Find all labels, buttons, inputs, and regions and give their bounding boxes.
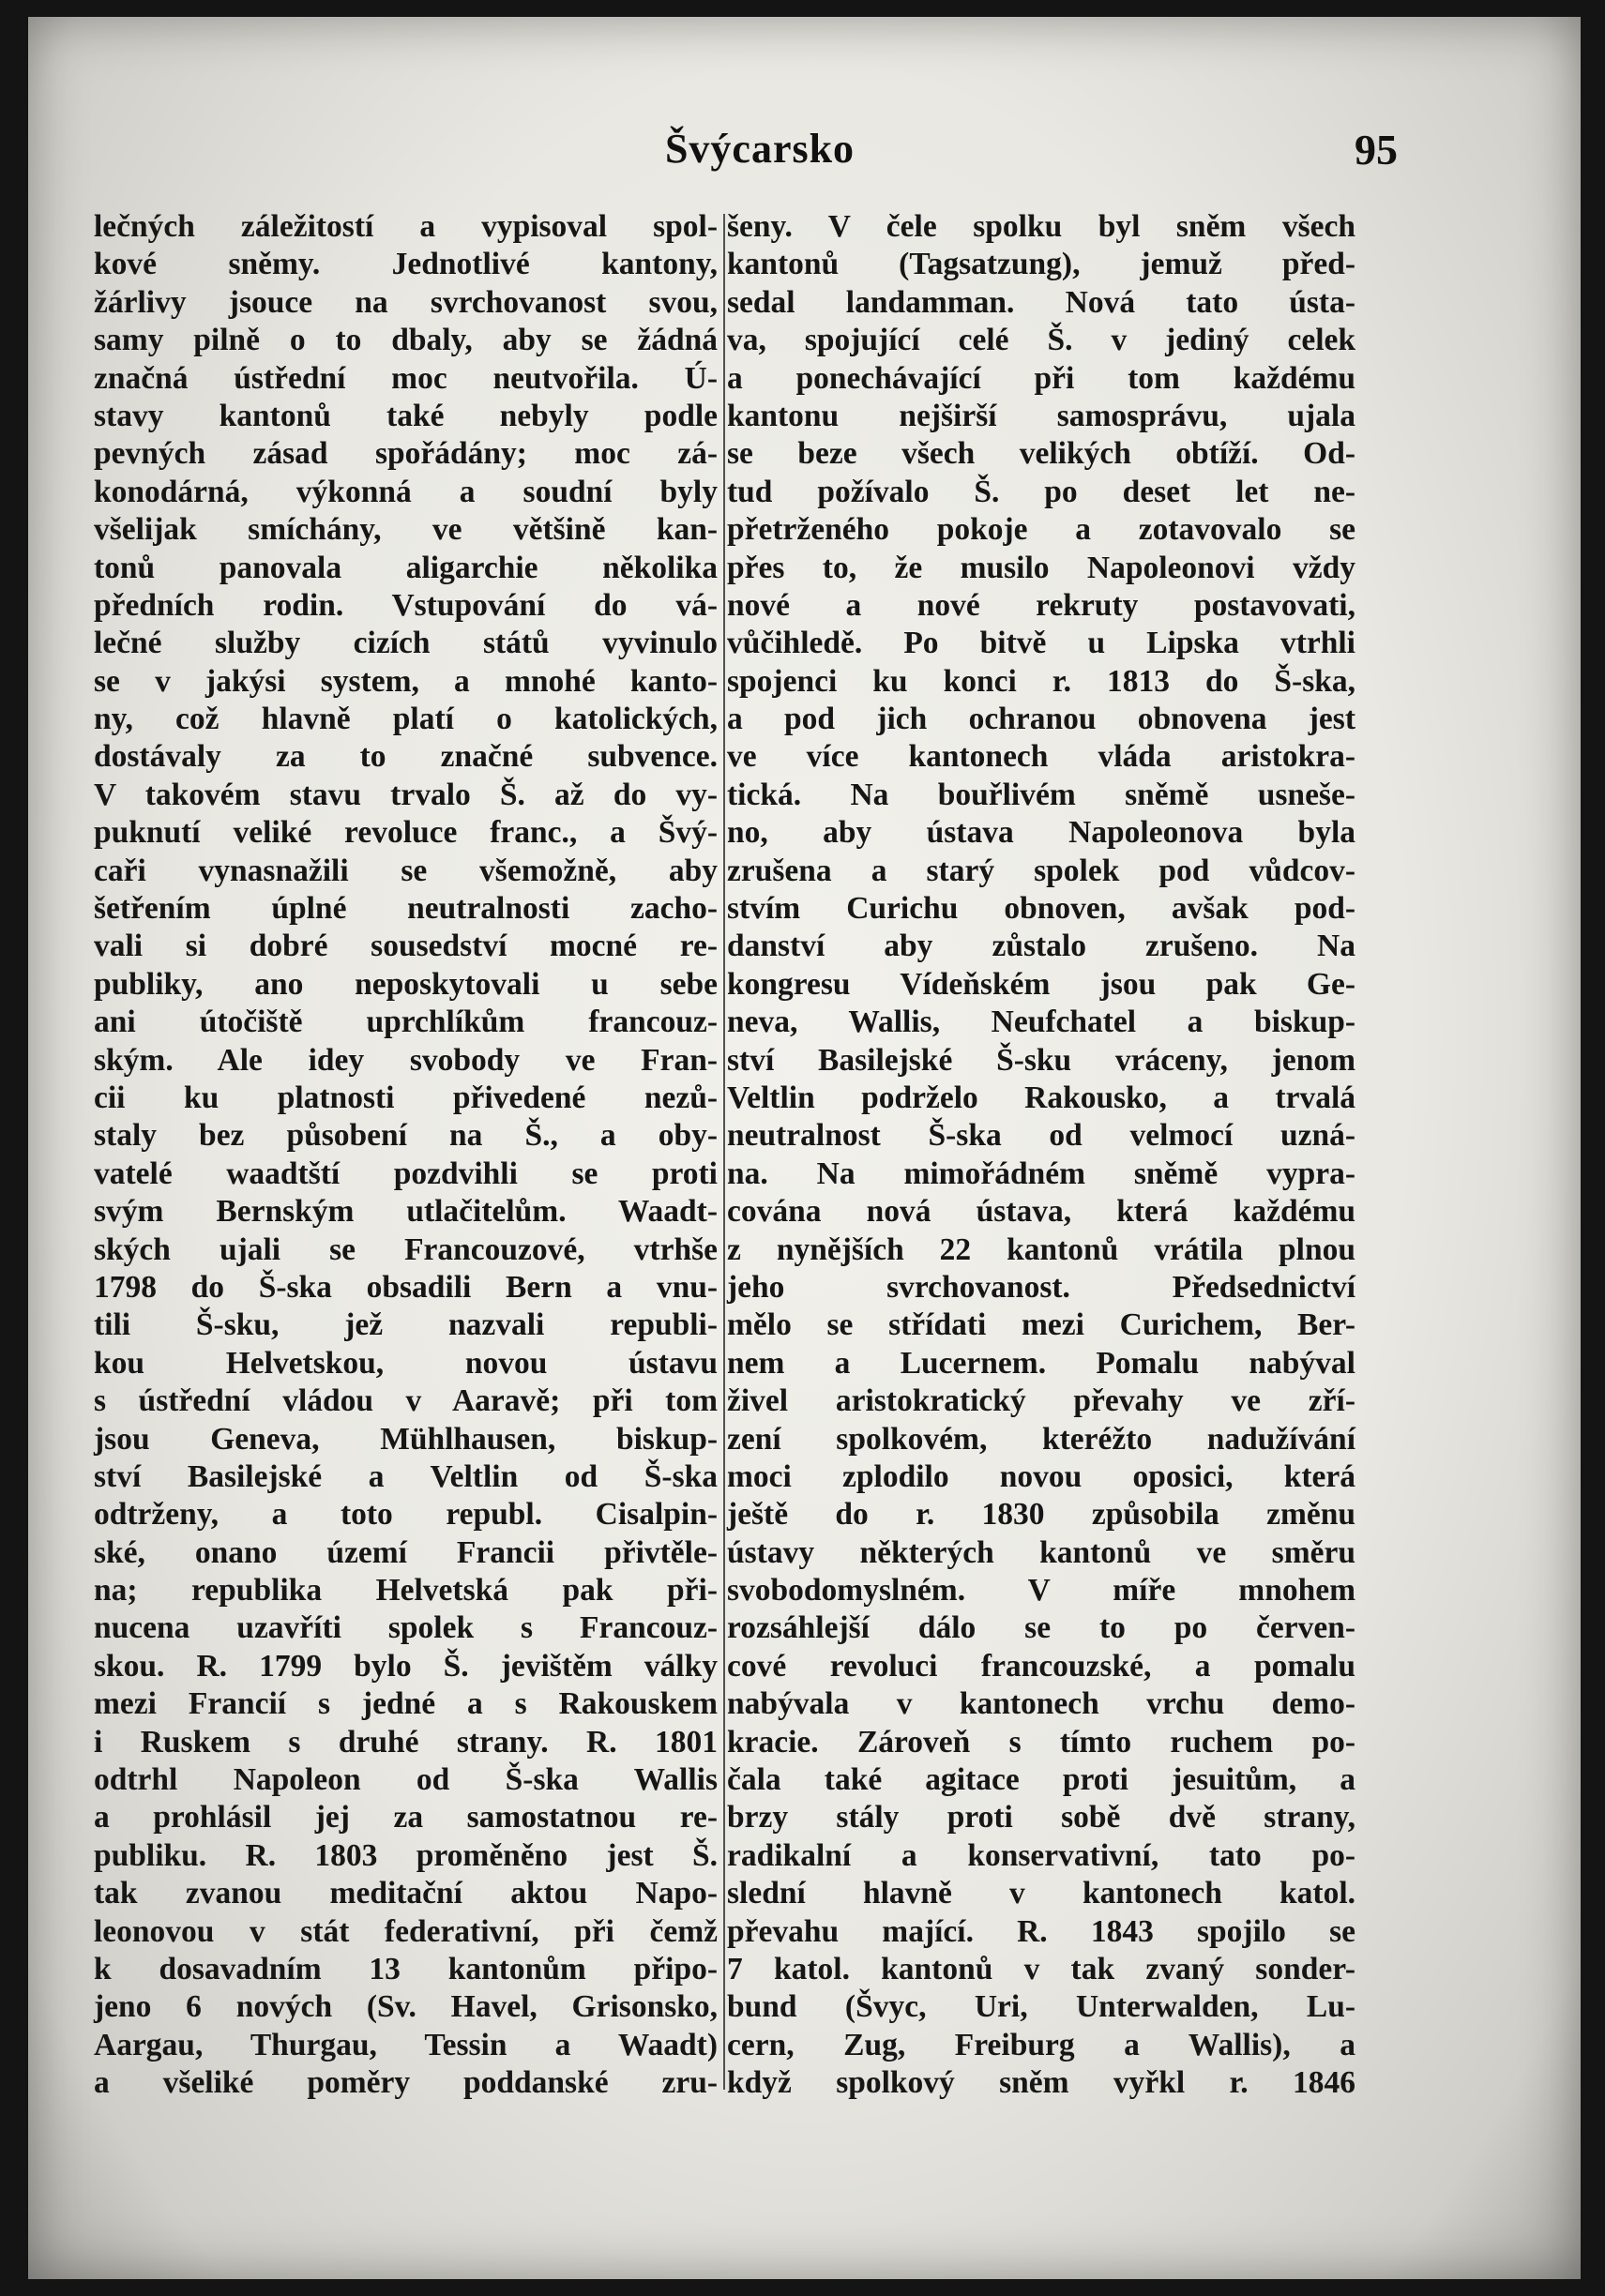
text-line: a všeliké poměry poddanské zru- — [94, 2065, 718, 2101]
text-line: kantonů (Tagsatzung), jemuž před- — [727, 247, 1355, 282]
text-line: ství Basilejské Š-sku vráceny, jenom — [727, 1042, 1355, 1078]
text-line: se v jakýsi system, a mnohé kanto- — [94, 663, 718, 699]
text-line: šetřením úplné neutralnosti zacho- — [94, 891, 718, 927]
text-line: svým Bernským utlačitelům. Waadt- — [94, 1194, 718, 1230]
text-line: zení spolkovém, kteréžto nadužívání — [727, 1421, 1355, 1457]
text-line: kracie. Zároveň s tímto ruchem po- — [727, 1724, 1355, 1760]
text-line: tická. Na bouřlivém sněmě usneše- — [727, 777, 1355, 812]
text-line: nem a Lucernem. Pomalu nabýval — [727, 1345, 1355, 1381]
text-line: ny, což hlavně platí o katolických, — [94, 702, 718, 737]
text-line: publiku. R. 1803 proměněno jest Š. — [94, 1837, 718, 1873]
text-line: přetrženého pokoje a zotavovalo se — [727, 512, 1355, 548]
text-line: a pod jich ochranou obnovena jest — [727, 702, 1355, 737]
text-line: tud požívalo Š. po deset let ne- — [727, 474, 1355, 509]
text-line: žárlivy jsouce na svrchovanost svou, — [94, 284, 718, 320]
text-line: bund (Švyc, Uri, Unterwalden, Lu- — [727, 1989, 1355, 2025]
column-divider — [723, 214, 725, 2090]
text-line: spojenci ku konci r. 1813 do Š-ska, — [727, 663, 1355, 699]
text-line: mezi Francií s jedné a s Rakouskem — [94, 1686, 718, 1722]
text-line: ským. Ale idey svobody ve Fran- — [94, 1042, 718, 1078]
text-line: sedal landamman. Nová tato ústa- — [727, 284, 1355, 320]
text-line: přes to, že musilo Napoleonovi vždy — [727, 550, 1355, 585]
text-line: ství Basilejské a Veltlin od Š-ska — [94, 1458, 718, 1494]
text-line: na; republika Helvetská pak při- — [94, 1573, 718, 1609]
text-line: ústavy některých kantonů ve směru — [727, 1534, 1355, 1570]
text-line: všelijak smíchány, ve většině kan- — [94, 512, 718, 548]
text-line: va, spojující celé Š. v jediný celek — [727, 323, 1355, 358]
text-line: nabývala v kantonech vrchu demo- — [727, 1686, 1355, 1722]
text-line: svobodomyslném. V míře mnohem — [727, 1573, 1355, 1609]
text-line: staly bez působení na Š., a oby- — [94, 1118, 718, 1154]
text-line: stavy kantonů také nebyly podle — [94, 398, 718, 433]
text-line: odtrženy, a toto republ. Cisalpin- — [94, 1497, 718, 1533]
text-line: předních rodin. Vstupování do vá- — [94, 587, 718, 623]
text-line: značná ústřední moc neutvořila. Ú- — [94, 360, 718, 396]
text-line: danství aby zůstalo zrušeno. Na — [727, 929, 1355, 964]
text-line: když spolkový sněm vyřkl r. 1846 — [727, 2065, 1355, 2101]
text-line: cována nová ústava, která každému — [727, 1194, 1355, 1230]
text-line: slední hlavně v kantonech katol. — [727, 1876, 1355, 1911]
text-line: nucena uzavříti spolek s Francouz- — [94, 1610, 718, 1646]
text-line: s ústřední vládou v Aaravě; při tom — [94, 1383, 718, 1419]
text-line: moci zplodilo novou oposici, která — [727, 1458, 1355, 1494]
text-line: Aargau, Thurgau, Tessin a Waadt) — [94, 2027, 718, 2062]
text-line: skou. R. 1799 bylo Š. jevištěm války — [94, 1648, 718, 1684]
text-line: a prohlásil jej za samostatnou re- — [94, 1800, 718, 1835]
text-line: samy pilně o to dbaly, aby se žádná — [94, 323, 718, 358]
text-line: brzy stály proti sobě dvě strany, — [727, 1800, 1355, 1835]
text-line: i Ruskem s druhé strany. R. 1801 — [94, 1724, 718, 1760]
text-line: publiky, ano neposkytovali u sebe — [94, 966, 718, 1002]
text-line: dostávaly za to značné subvence. — [94, 739, 718, 775]
text-line: vali si dobré sousedství mocné re- — [94, 929, 718, 964]
text-line: z nynějších 22 kantonů vrátila plnou — [727, 1231, 1355, 1267]
running-header — [122, 125, 1398, 190]
right-column — [727, 208, 1355, 2103]
text-line: leonovou v stát federativní, při čemž — [94, 1913, 718, 1949]
text-line: ještě do r. 1830 způsobila změnu — [727, 1497, 1355, 1533]
page-number: 95 — [1355, 126, 1398, 174]
text-line: kou Helvetskou, novou ústavu — [94, 1345, 718, 1381]
text-line: tili Š-sku, jež nazvali republi- — [94, 1307, 718, 1343]
text-line: tak zvanou meditační aktou Napo- — [94, 1876, 718, 1911]
text-line: cové revoluci francouzské, a pomalu — [727, 1648, 1355, 1684]
text-line: se beze všech velikých obtíží. Od- — [727, 436, 1355, 472]
text-line: vůčihledě. Po bitvě u Lipska vtrhli — [727, 626, 1355, 661]
text-line: kové sněmy. Jednotlivé kantony, — [94, 247, 718, 282]
text-line: zrušena a starý spolek pod vůdcov- — [727, 853, 1355, 888]
text-line: pevných zásad spořádány; moc zá- — [94, 436, 718, 472]
text-line: no, aby ústava Napoleonova byla — [727, 815, 1355, 851]
text-line: čala také agitace proti jesuitům, a — [727, 1762, 1355, 1798]
text-line: odtrhl Napoleon od Š-ska Wallis — [94, 1762, 718, 1798]
text-line: Veltlin podrželo Rakousko, a trvalá — [727, 1080, 1355, 1115]
text-line: ské, onano území Francii přivtěle- — [94, 1534, 718, 1570]
text-line: lečné služby cizích států vyvinulo — [94, 626, 718, 661]
text-line: vatelé waadtští pozdvihli se proti — [94, 1156, 718, 1191]
text-line: nové a nové rekruty postavovati, — [727, 587, 1355, 623]
text-line: ani útočiště uprchlíkům francouz- — [94, 1004, 718, 1040]
text-line: tonů panovala aligarchie několika — [94, 550, 718, 585]
text-line: neva, Wallis, Neufchatel a biskup- — [727, 1004, 1355, 1040]
page-title: Švýcarsko — [664, 126, 855, 172]
text-line: cii ku platnosti přivedené nezů- — [94, 1080, 718, 1115]
text-line: caři vynasnažili se všemožně, aby — [94, 853, 718, 888]
text-line: šeny. V čele spolku byl sněm všech — [727, 209, 1355, 244]
text-line: neutralnost Š-ska od velmocí uzná- — [727, 1118, 1355, 1154]
text-line: ve více kantonech vláda aristokra- — [727, 739, 1355, 775]
text-line: V takovém stavu trvalo Š. až do vy- — [94, 777, 718, 812]
text-line: 7 katol. kantonů v tak zvaný sonder- — [727, 1951, 1355, 1986]
text-line: převahu mající. R. 1843 spojilo se — [727, 1913, 1355, 1949]
text-line: jeho svrchovanost. Předsednictví — [727, 1269, 1355, 1305]
text-line: rozsáhlejší dálo se to po červen- — [727, 1610, 1355, 1646]
text-line: puknutí veliké revoluce franc., a Švý- — [94, 815, 718, 851]
text-line: živel aristokratický převahy ve zří- — [727, 1383, 1355, 1419]
text-line: a ponechávající při tom každému — [727, 360, 1355, 396]
text-line: mělo se střídati mezi Curichem, Ber- — [727, 1307, 1355, 1343]
text-line: radikalní a konservativní, tato po- — [727, 1837, 1355, 1873]
text-line: 1798 do Š-ska obsadili Bern a vnu- — [94, 1269, 718, 1305]
text-line: stvím Curichu obnoven, avšak pod- — [727, 891, 1355, 927]
text-line: cern, Zug, Freiburg a Wallis), a — [727, 2027, 1355, 2062]
text-line: ských ujali se Francouzové, vtrhše — [94, 1231, 718, 1267]
text-line: kongresu Vídeňském jsou pak Ge- — [727, 966, 1355, 1002]
text-line: k dosavadním 13 kantonům připo- — [94, 1951, 718, 1986]
text-line: na. Na mimořádném sněmě vypra- — [727, 1156, 1355, 1191]
text-line: kantonu nejširší samosprávu, ujala — [727, 398, 1355, 433]
text-line: lečných záležitostí a vypisoval spol- — [94, 209, 718, 244]
text-line: konodárná, výkonná a soudní byly — [94, 474, 718, 509]
text-line: jeno 6 nových (Sv. Havel, Grisonsko, — [94, 1989, 718, 2025]
left-column — [94, 208, 718, 2103]
text-line: jsou Geneva, Mühlhausen, biskup- — [94, 1421, 718, 1457]
